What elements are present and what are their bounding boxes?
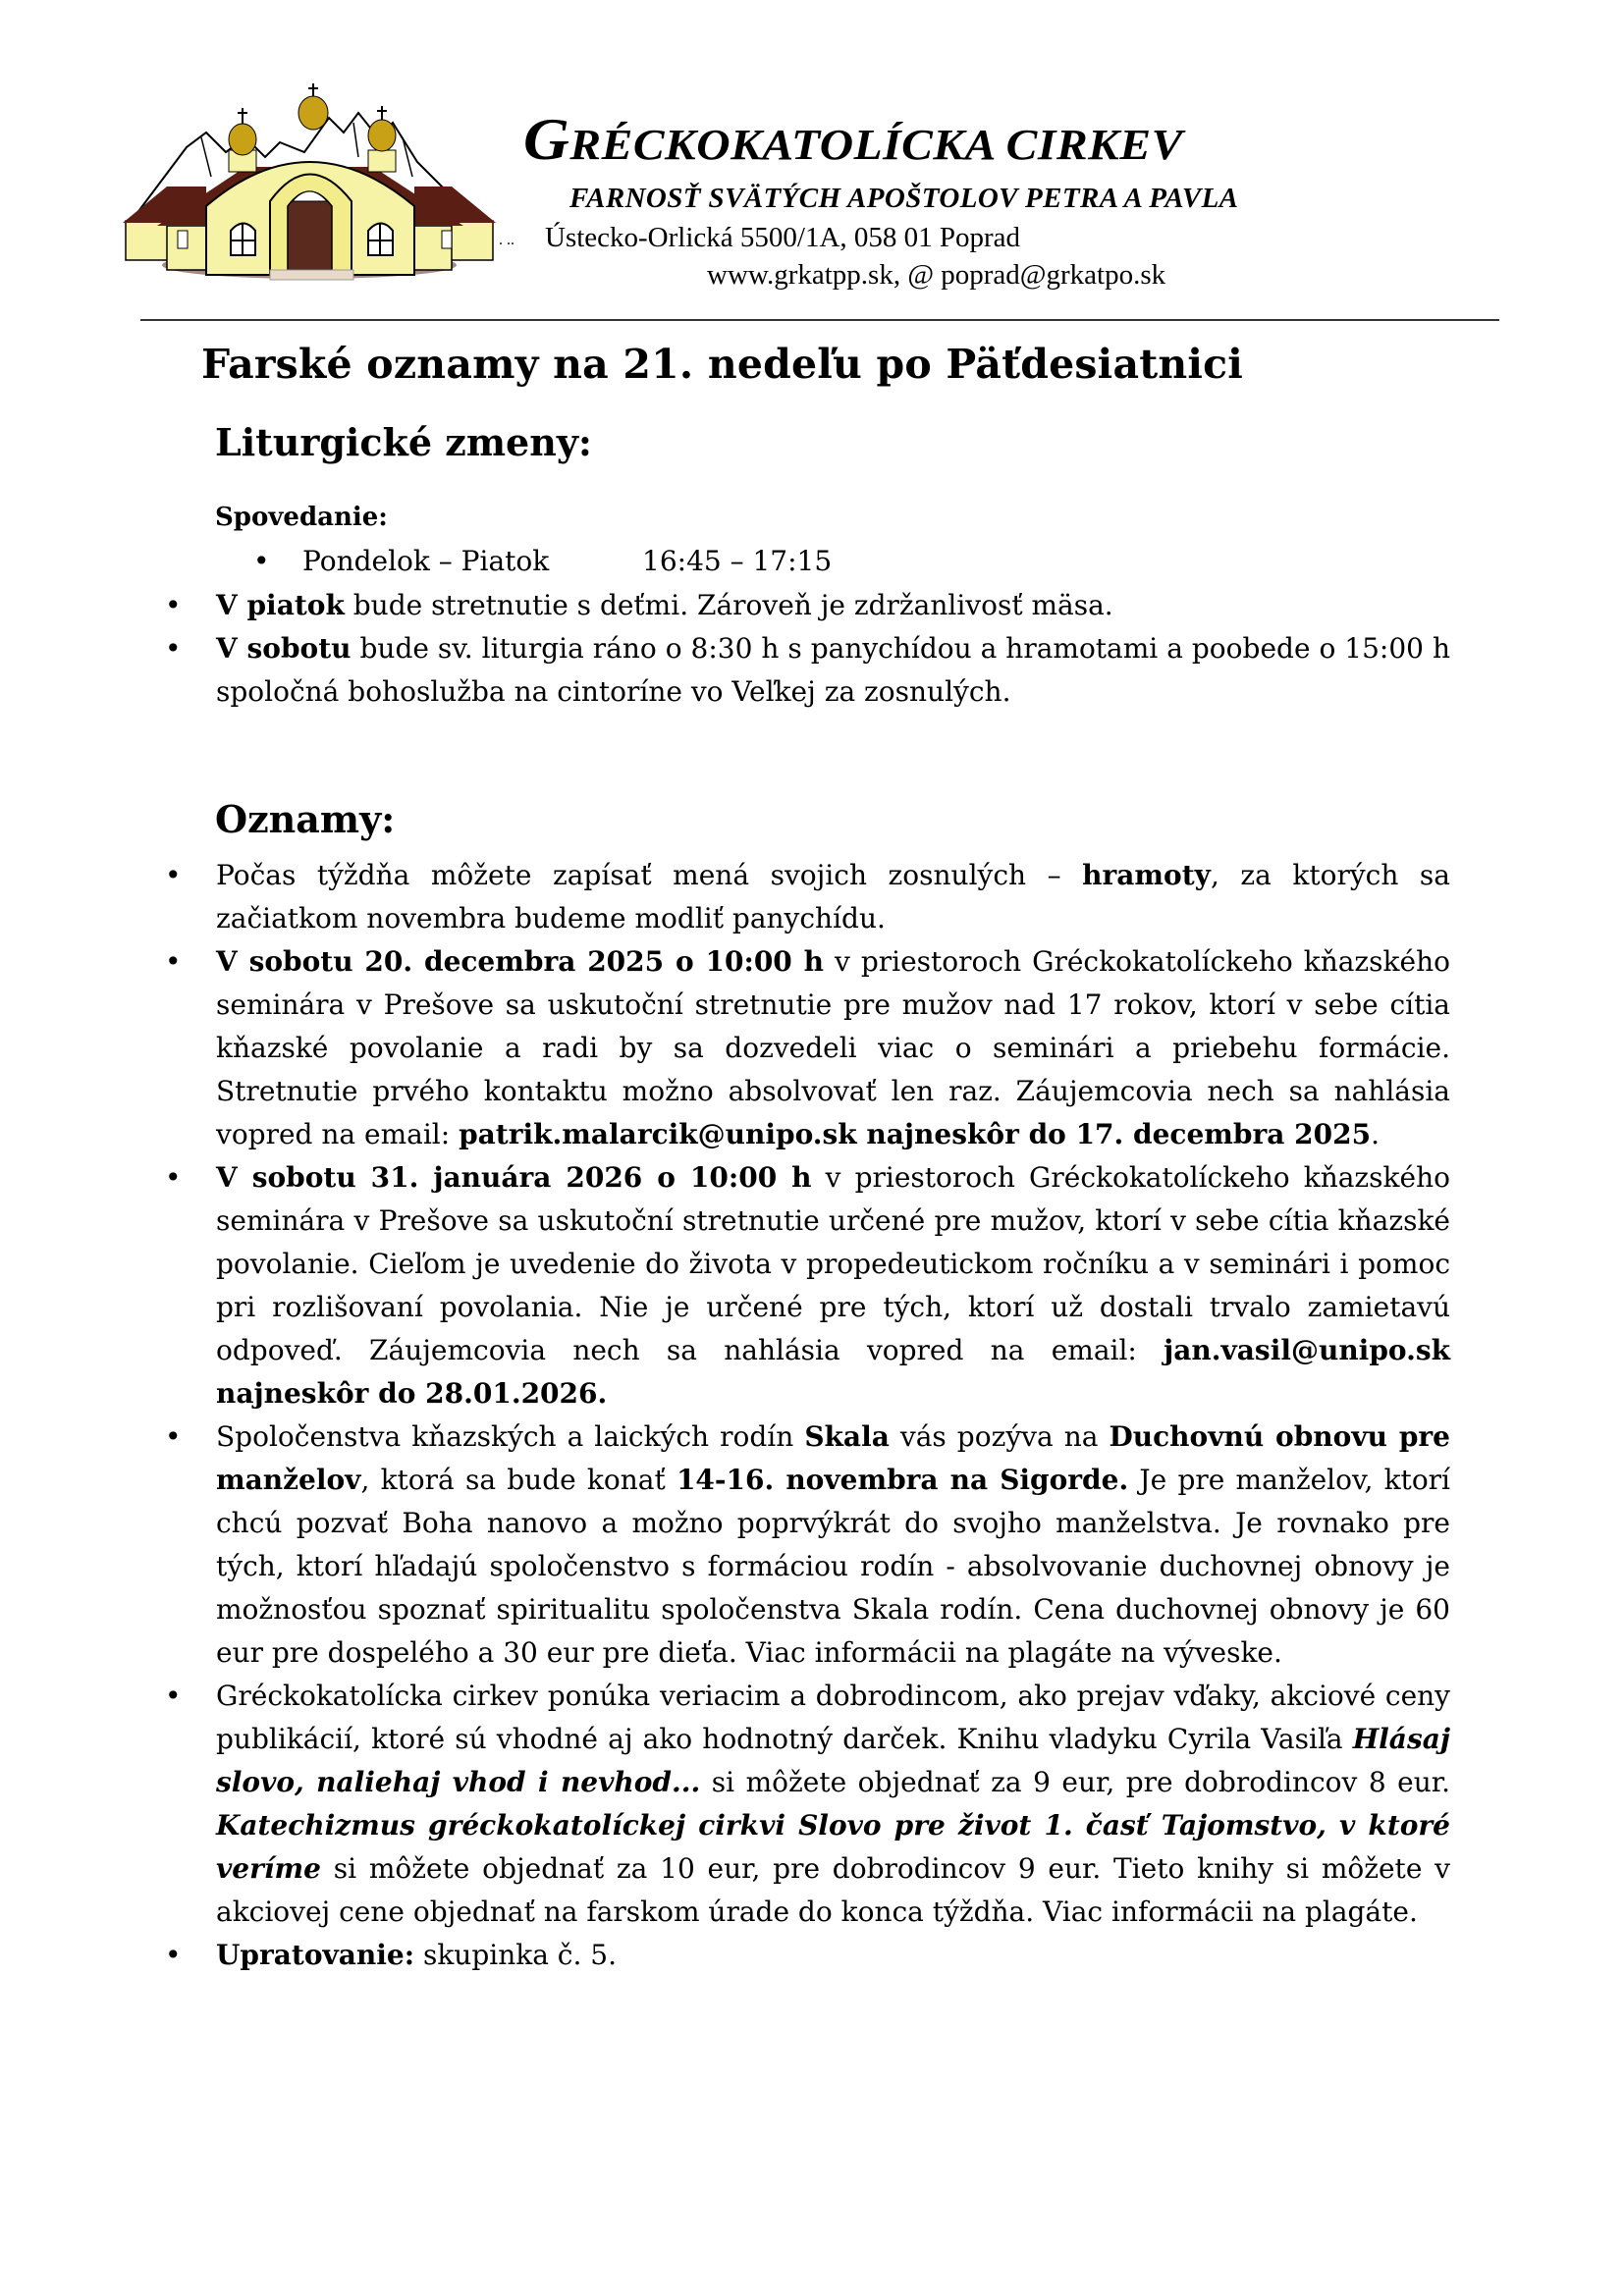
item-lead: V sobotu (216, 632, 352, 665)
liturgical-heading: Liturgické zmeny: (215, 420, 592, 464)
item-text: si môžete objednať za 10 eur, pre dobrodincov 9 eur. Tieto knihy si môžete v akciovej cene objednať na farskom úrade do konca týždňa. Viac informácii na plagáte. (216, 1852, 1450, 1928)
item-text: vás pozýva na (889, 1420, 1110, 1453)
emphasized-text: Hlásaj slovo, naliehaj vhod i nevhod... (216, 1723, 1450, 1798)
bullet-icon: • (165, 1680, 182, 1712)
announcement-hramoty (157, 854, 1450, 940)
church-logo-icon (108, 79, 511, 294)
item-text: Gréckokatolícka cirkev ponúka veriacim a dobrodincom, ako prejav vďaky, akciové ceny publikácií, ktoré sú vhodné aj ako hodnotný darček. Knihu vladyku Cyrila Vasiľa (216, 1680, 1450, 1755)
liturgical-item-saturday (157, 627, 1450, 714)
item-text: Počas týždňa môžete zapísať mená svojich zosnulých – (216, 859, 1083, 891)
announcement-seminar-december (157, 940, 1450, 1156)
announcement-books (157, 1675, 1450, 1934)
confession-time: 16:45 – 17:15 (642, 545, 833, 577)
parish-address: Ústecko-Orlická 5500/1A, 058 01 Poprad (545, 222, 1021, 253)
bullet-icon: • (165, 1420, 182, 1453)
document-title: Farské oznamy na 21. nedeľu po Päťdesiatnici (201, 341, 1244, 388)
item-text: skupinka č. 5. (414, 1939, 618, 1971)
parish-name: FARNOSŤ SVÄTÝCH APOŠTOLOV PETRA A PAVLA (569, 183, 1239, 214)
item-text: Spoločenstva kňazských a laických rodín (216, 1420, 805, 1453)
emphasized-text: hramoty (1082, 859, 1211, 891)
header-divider (140, 319, 1499, 321)
emphasized-text: V sobotu 20. decembra 2025 o 10:00 h (216, 945, 824, 978)
bullet-icon: • (165, 1161, 182, 1194)
emphasized-text: Katechizmus gréckokatolíckej cirkvi Slovo pre život 1. časť Tajomstvo, v ktoré veríme (216, 1809, 1450, 1885)
item-text: , ktorá sa bude konať (360, 1464, 677, 1496)
confession-days: Pondelok – Piatok (302, 545, 550, 577)
item-text: , za ktorých sa začiatkom novembra budeme modliť panychídu. (216, 859, 1450, 934)
emphasized-text: Skala (804, 1420, 890, 1453)
church-name-title (523, 106, 1183, 174)
item-text: si môžete objednať za 9 eur, pre dobrodincov 8 eur. (700, 1766, 1450, 1798)
bullet-icon: • (165, 589, 182, 621)
announcement-skala-retreat (157, 1415, 1450, 1675)
item-lead: V piatok (216, 589, 345, 621)
liturgical-item-friday (157, 584, 1450, 627)
emphasized-text: jan.vasil@unipo.sk najneskôr do 28.01.2026. (216, 1334, 1450, 1410)
bullet-icon: • (165, 1939, 182, 1971)
item-text: . (1371, 1118, 1380, 1150)
confession-label: Spovedanie: (215, 503, 388, 532)
announcement-cleaning (157, 1934, 1450, 1977)
emphasized-text: Duchovnú obnovu pre manželov (216, 1420, 1450, 1496)
item-text: bude stretnutie s deťmi. Zároveň je zdržanlivosť mäsa. (344, 589, 1113, 621)
liturgical-list (157, 584, 1450, 714)
address-dots: . .. (499, 232, 514, 248)
bullet-icon: • (165, 859, 182, 891)
parish-web-contact: www.grkatpp.sk, @ poprad@grkatpo.sk (707, 259, 1166, 291)
emphasized-text: V sobotu 31. januára 2026 o 10:00 h (216, 1161, 812, 1194)
bullet-icon: • (165, 945, 182, 978)
emphasized-text: Upratovanie: (216, 1939, 415, 1971)
emphasized-text: 14-16. novembra na Sigorde. (676, 1464, 1129, 1496)
item-text: v priestoroch Gréckokatolíckeho kňazského seminára v Prešove sa uskutoční stretnutie určené pre mužov, ktorí v sebe cítia kňazské povolanie. Cieľom je uvedenie do života v propedeutickom ročníku a v seminári i pomoc pri rozlišovaní povolania. Nie je určené pre tých, ktorí už dostali trvalo zamietavú odpoveď. Záujemcovia nech sa nahlásia vopred na email: (216, 1161, 1450, 1366)
item-text: Je pre manželov, ktorí chcú pozvať Boha nanovo a možno poprvýkrát do svojho manželstva. Je rovnako pre tých, ktorí hľadajú spoločenstvo s formáciou rodín - absolvovanie duchovnej obnovy je možnosťou spoznať spiritualitu spoločenstva Skala rodín. Cena duchovnej obnovy je 60 eur pre dospelého a 30 eur pre dieťa. Viac informácii na plagáte na výveske. (216, 1464, 1451, 1669)
bullet-icon: • (253, 545, 270, 577)
item-text: bude sv. liturgia ráno o 8:30 h s panychídou a hramotami a poobede o 15:00 h spoločná bohoslužba na cintoríne vo Veľkej za zosnulých. (216, 632, 1450, 708)
church-name-initial: G (523, 107, 570, 172)
announcements-heading: Oznamy: (215, 797, 396, 841)
emphasized-text: patrik.malarcik@unipo.sk najneskôr do 17. decembra 2025 (459, 1118, 1372, 1150)
church-name-rest: RÉCKOKATOLÍCKA CIRKEV (569, 121, 1183, 169)
bullet-icon: • (165, 632, 182, 665)
announcement-seminar-january (157, 1156, 1450, 1415)
announcements-list (157, 854, 1450, 1977)
item-text: v priestoroch Gréckokatolíckeho kňazského seminára v Prešove sa uskutoční stretnutie pre mužov nad 17 rokov, ktorí v sebe cítia kňazské povolanie a radi by sa dozvedeli viac o seminári a priebehu formácie. Stretnutie prvého kontaktu možno absolvovať len raz. Záujemcovia nech sa nahlásia vopred na email: (216, 945, 1450, 1150)
